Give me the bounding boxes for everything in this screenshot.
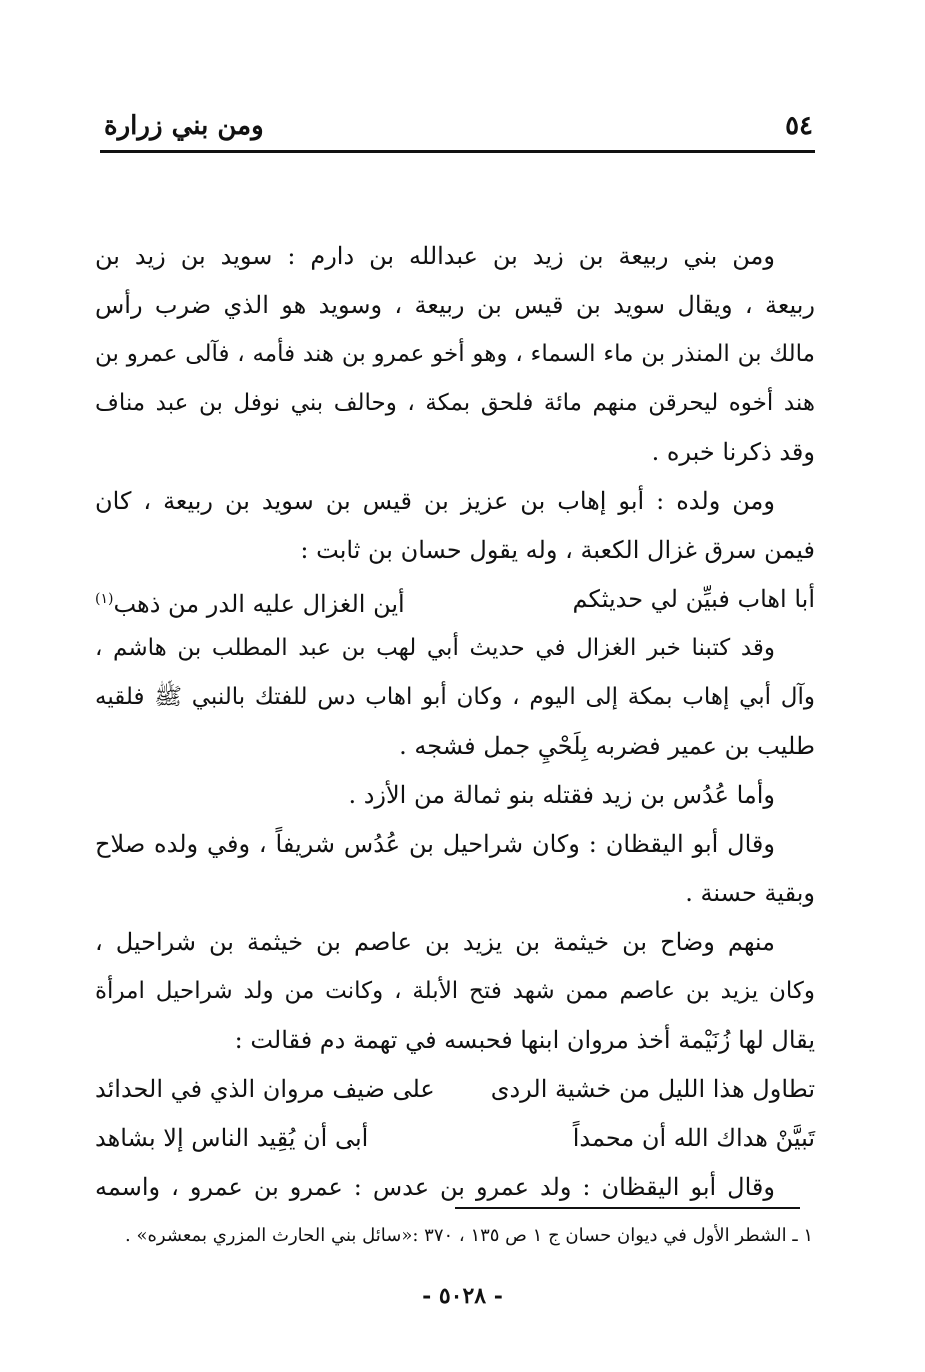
text-line: وآل أبي إهاب بمكة إلى اليوم ، وكان أبو اهاب دس للفتك بالنبي ﷺ فلقيه — [95, 684, 815, 710]
text-line: مالك بن المنذر بن ماء السماء ، وهو أخو عمرو بن هند فأمه ، فآلى عمرو بن — [95, 341, 815, 367]
text-line: ومن ولده : أبو إهاب بن عزيز بن قيس بن سويد بن ربيعة ، كان — [95, 487, 775, 515]
footnote: ١ ـ الشطر الأول في ديوان حسان ج ١ ص ١٣٥ ، ٣٧٠ :«سائل بني الحارث المزري بمعشره» . — [125, 1225, 813, 1246]
folio-number: - ٥٠٢٨ - — [422, 1283, 503, 1309]
footnote-rule — [455, 1207, 800, 1209]
text-line: هند أخوه ليحرقن منهم مائة فلحق بمكة ، وحالف بني نوفل بن عبد مناف — [95, 390, 815, 416]
text-line: منهم وضاح بن خيثمة بن يزيد بن عاصم بن خيثمة بن شراحيل ، — [95, 928, 775, 956]
text-line: وقد ذكرنا خبره . — [651, 438, 815, 466]
text-line: يقال لها زُنَيْمة أخذ مروان ابنها فحبسه في تهمة دم فقالت : — [234, 1026, 815, 1054]
verse-second-hemistich: أين الغزال عليه الدر من ذهب$^{(١)}$ — [95, 590, 405, 618]
header-rule — [100, 150, 815, 153]
text-line: وأما عُدُس بن زيد فقتله بنو ثمالة من الأزد . — [348, 781, 775, 809]
text-line: وكان يزيد بن عاصم ممن شهد فتح الأبلة ، وكانت من ولد شراحيل امرأة — [95, 978, 815, 1004]
text-line: وقال أبو اليقظان : وكان شراحيل بن عُدُس شريفاً ، وفي ولده صلاح — [95, 830, 775, 858]
text-line: ومن بني ربيعة بن زيد بن عبدالله بن دارم : سويد بن زيد بن — [95, 242, 775, 270]
verse-first-hemistich: أبا اهاب فبيِّن لي حديثكم — [572, 585, 815, 613]
text-line: وقال أبو اليقظان : ولد عمرو بن عدس : عمرو بن عمرو ، واسمه — [95, 1173, 775, 1201]
verse-first-hemistich: تَبيَّنْ هداك الله أن محمداً — [572, 1124, 815, 1152]
footnote-marker: (١) — [95, 591, 114, 607]
text-line: طليب بن عمير فضربه بِلَحْيِ جمل فشجه . — [399, 732, 815, 760]
verse — [95, 575, 815, 624]
text-line: وبقية حسنة . — [685, 879, 815, 907]
running-title: ومن بني زرارة — [104, 111, 264, 141]
page-number: ٥٤ — [785, 111, 813, 141]
verse — [95, 1065, 815, 1114]
verse — [95, 1114, 815, 1163]
verse-first-hemistich: تطاول هذا الليل من خشية الردى — [490, 1075, 815, 1103]
text-line: ربيعة ، ويقال سويد بن قيس بن ربيعة ، وسويد هو الذي ضرب رأس — [95, 291, 815, 319]
text-line: فيمن سرق غزال الكعبة ، وله يقول حسان بن ثابت : — [300, 536, 815, 564]
verse-second-hemistich: على ضيف مروان الذي في الحدائد — [95, 1075, 435, 1103]
main-text — [95, 232, 815, 1212]
verse-second-hemistich: أبى أن يُقِيد الناس إلا بشاهد — [95, 1124, 369, 1152]
text-line: وقد كتبنا خبر الغزال في حديث أبي لهب بن عبد المطلب بن هاشم ، — [95, 635, 775, 661]
